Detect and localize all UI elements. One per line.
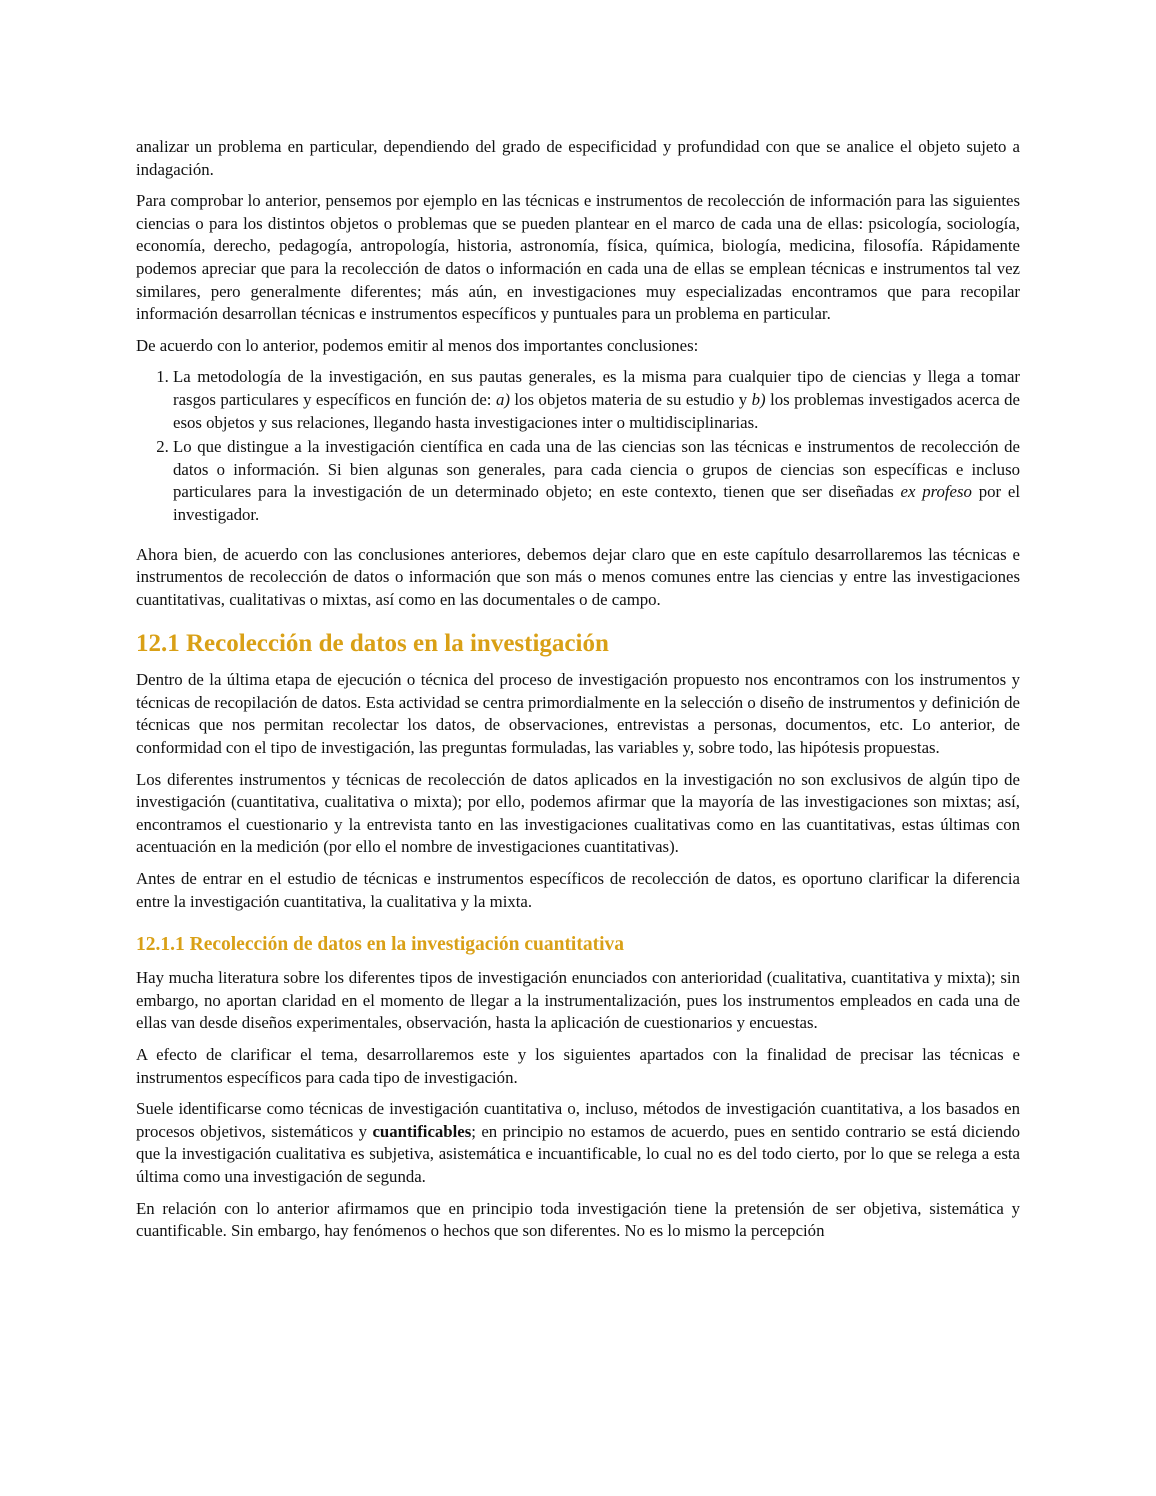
- section-heading: 12.1 Recolección de datos en la investigación: [136, 630, 609, 658]
- section-paragraph-1: Dentro de la última etapa de ejecución o técnica del proceso de investigación propuesto nos encontramos con los instrumentos y técnicas de recopilación de datos. Esta actividad se centra primordialmente en la selección o diseño de instrumentos y definición de técnicas que nos permitan recolectar los datos, de observaciones, entrevistas a personas, documentos, etc. Lo anterior, de conformidad con el tipo de investigación, las preguntas formuladas, las variables y, sobre todo, las hipótesis propuestas.: [136, 670, 1020, 758]
- conclusions-list: [136, 366, 1020, 526]
- intro-paragraph-2: Para comprobar lo anterior, pensemos por ejemplo en las técnicas e instrumentos de recolección de información para las siguientes ciencias o para los distintos objetos o problemas que se pueden plantear en el marco de cada una de ellas: psicología, sociología, economía, derecho, pedagogía, antropología, historia, astronomía, física, química, biología, medicina, filosofía. Rápidamente podemos apreciar que para la recolección de datos o información en cada una de ellas se emplean técnicas e instrumentos tal vez similares, pero generalmente diferentes; más aún, en investigaciones muy especializadas encontramos que para recopilar información desarrollan técnicas e instrumentos específicos y puntuales para un problema en particular.: [136, 191, 1020, 324]
- subsection-heading: 12.1.1 Recolección de datos en la investigación cuantitativa: [136, 934, 625, 956]
- section-paragraph-2: Los diferentes instrumentos y técnicas de recolección de datos aplicados en la investigación no son exclusivos de algún tipo de investigación (cuantitativa, cualitativa o mixta); por ello, podemos afirmar que la mayoría de las investigaciones son mixtas; así, encontramos el cuestionario y la entrevista tanto en las investigaciones cualitativas como en las cuantitativas, estas últimas con acentuación en la medición (por ello el nombre de investigaciones cuantitativas).: [136, 769, 1020, 857]
- paragraph-text: ; en principio no estamos de acuerdo, pues en sentido contrario se está diciendo que la investigación cualitativa es subjetiva, asistemática e incuantificable, lo cual no es del todo cierto, por lo que se relega a esta última como una investigación de segunda.: [136, 1121, 1020, 1186]
- list-item-italic-ex-profeso: ex profeso: [900, 482, 972, 502]
- document-page: [136, 136, 1020, 1252]
- section-paragraph-3: Antes de entrar en el estudio de técnicas e instrumentos específicos de recolección de datos, es oportuno clarificar la diferencia entre la investigación cuantitativa, la cualitativa y la mixta.: [136, 869, 1020, 911]
- list-item: [173, 436, 1020, 526]
- bold-term-cuantificables: cuantificables: [372, 1121, 472, 1141]
- list-item-text: por el investigador.: [173, 482, 1020, 524]
- list-item-text: los problemas investigados acerca de esos objetos y sus relaciones, llegando hasta investigaciones inter o multidisciplinarias.: [173, 389, 1020, 432]
- subsection-paragraph-3: [136, 1098, 1020, 1188]
- after-list-paragraph: Ahora bien, de acuerdo con las conclusiones anteriores, debemos dejar claro que en este capítulo desarrollaremos las técnicas e instrumentos de recolección de datos o información que son más o menos comunes entre las ciencias y entre las investigaciones cuantitativas, cualitativas o mixtas, así como en las documentales o de campo.: [136, 544, 1020, 609]
- paragraph-text: Suele identificarse como técnicas de investigación cuantitativa o, incluso, métodos de investigación cuantitativa, a los basados en procesos objetivos, sistemáticos y: [136, 1099, 1020, 1141]
- list-item: [173, 366, 1020, 434]
- subsection-paragraph-2: A efecto de clarificar el tema, desarrollaremos este y los siguientes apartados con la finalidad de precisar las técnicas e instrumentos específicos para cada tipo de investigación.: [136, 1045, 1020, 1087]
- list-item-text: Lo que distingue a la investigación científica en cada una de las ciencias son las técnicas e instrumentos de recolección de datos o información. Si bien algunas son generales, para cada ciencia o grupos de ciencias son específicas e incluso particulares para la investigación de un determinado objeto; en este contexto, tienen que ser diseñadas: [173, 437, 1020, 502]
- list-item-italic-b: b): [751, 389, 766, 409]
- list-item-text: La metodología de la investigación, en sus pautas generales, es la misma para cualquier tipo de ciencias y llega a tomar rasgos particulares y específicos en función de:: [173, 367, 1020, 409]
- list-item-italic-a: a): [495, 389, 510, 409]
- subsection-paragraph-1: Hay mucha literatura sobre los diferentes tipos de investigación enunciados con anterioridad (cualitativa, cuantitativa y mixta); sin embargo, no aportan claridad en el momento de llegar a la instrumentalización, pues los instrumentos empleados en cada una de ellas van desde diseños experimentales, observación, hasta la aplicación de cuestionarios y encuestas.: [136, 968, 1020, 1033]
- subsection-paragraph-4: En relación con lo anterior afirmamos que en principio toda investigación tiene la pretensión de ser objetiva, sistemática y cuantificable. Sin embargo, hay fenómenos o hechos que son diferentes. No es lo mismo la percepción: [136, 1198, 1020, 1241]
- intro-paragraph-3: De acuerdo con lo anterior, podemos emitir al menos dos importantes conclusiones:: [136, 335, 699, 355]
- list-item-text: los objetos materia de su estudio y: [509, 389, 752, 409]
- intro-paragraph-1: analizar un problema en particular, dependiendo del grado de especificidad y profundidad con que se analice el objeto sujeto a indagación.: [136, 137, 1020, 179]
